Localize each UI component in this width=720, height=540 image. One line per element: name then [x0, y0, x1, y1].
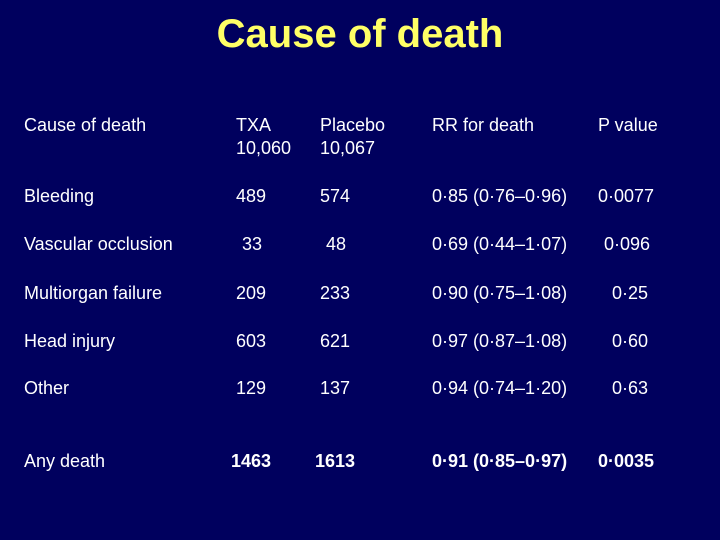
row-multiorgan-cause: Multiorgan failure	[24, 283, 163, 303]
row-other-txa: 129	[236, 378, 267, 398]
row-head-injury-cause: Head injury	[24, 331, 116, 351]
row-vascular-rr: 0·69 (0·44–1·07)	[432, 234, 568, 254]
row-vascular-placebo: 48	[326, 234, 347, 254]
row-head-injury-placebo: 621	[320, 331, 351, 351]
row-multiorgan-placebo: 233	[320, 283, 351, 303]
row-other-cause: Other	[24, 378, 70, 398]
row-bleeding-p: 0·0077	[598, 186, 655, 206]
row-other-rr: 0·94 (0·74–1·20)	[432, 378, 568, 398]
row-vascular-txa: 33	[242, 234, 263, 254]
row-bleeding-rr: 0·85 (0·76–0·96)	[432, 186, 568, 206]
row-any-death-rr: 0·91 (0·85–0·97)	[432, 451, 568, 471]
header-placebo: Placebo	[320, 115, 386, 135]
row-head-injury-p: 0·60	[612, 331, 649, 351]
row-multiorgan-txa: 209	[236, 283, 267, 303]
row-any-death-txa: 1463	[231, 451, 272, 471]
row-other-placebo: 137	[320, 378, 351, 398]
row-vascular-p: 0·096	[604, 234, 651, 254]
row-bleeding-placebo: 574	[320, 186, 351, 206]
header-rr: RR for death	[432, 115, 535, 135]
header-placebo-count: 10,067	[320, 138, 376, 158]
row-head-injury-txa: 603	[236, 331, 267, 351]
row-any-death-placebo: 1613	[315, 451, 356, 471]
row-any-death-cause: Any death	[24, 451, 106, 471]
header-txa: TXA	[236, 115, 272, 135]
row-any-death-p: 0·0035	[598, 451, 655, 471]
row-multiorgan-p: 0·25	[612, 283, 649, 303]
row-vascular-cause: Vascular occlusion	[24, 234, 173, 254]
row-other-p: 0·63	[612, 378, 649, 398]
row-multiorgan-rr: 0·90 (0·75–1·08)	[432, 283, 568, 303]
header-p-value: P value	[598, 115, 658, 135]
header-txa-count: 10,060	[236, 138, 292, 158]
header-cause: Cause of death	[24, 115, 147, 135]
row-head-injury-rr: 0·97 (0·87–1·08)	[432, 331, 568, 351]
row-bleeding-cause: Bleeding	[24, 186, 95, 206]
row-bleeding-txa: 489	[236, 186, 267, 206]
slide-title: Cause of death	[216, 12, 504, 56]
